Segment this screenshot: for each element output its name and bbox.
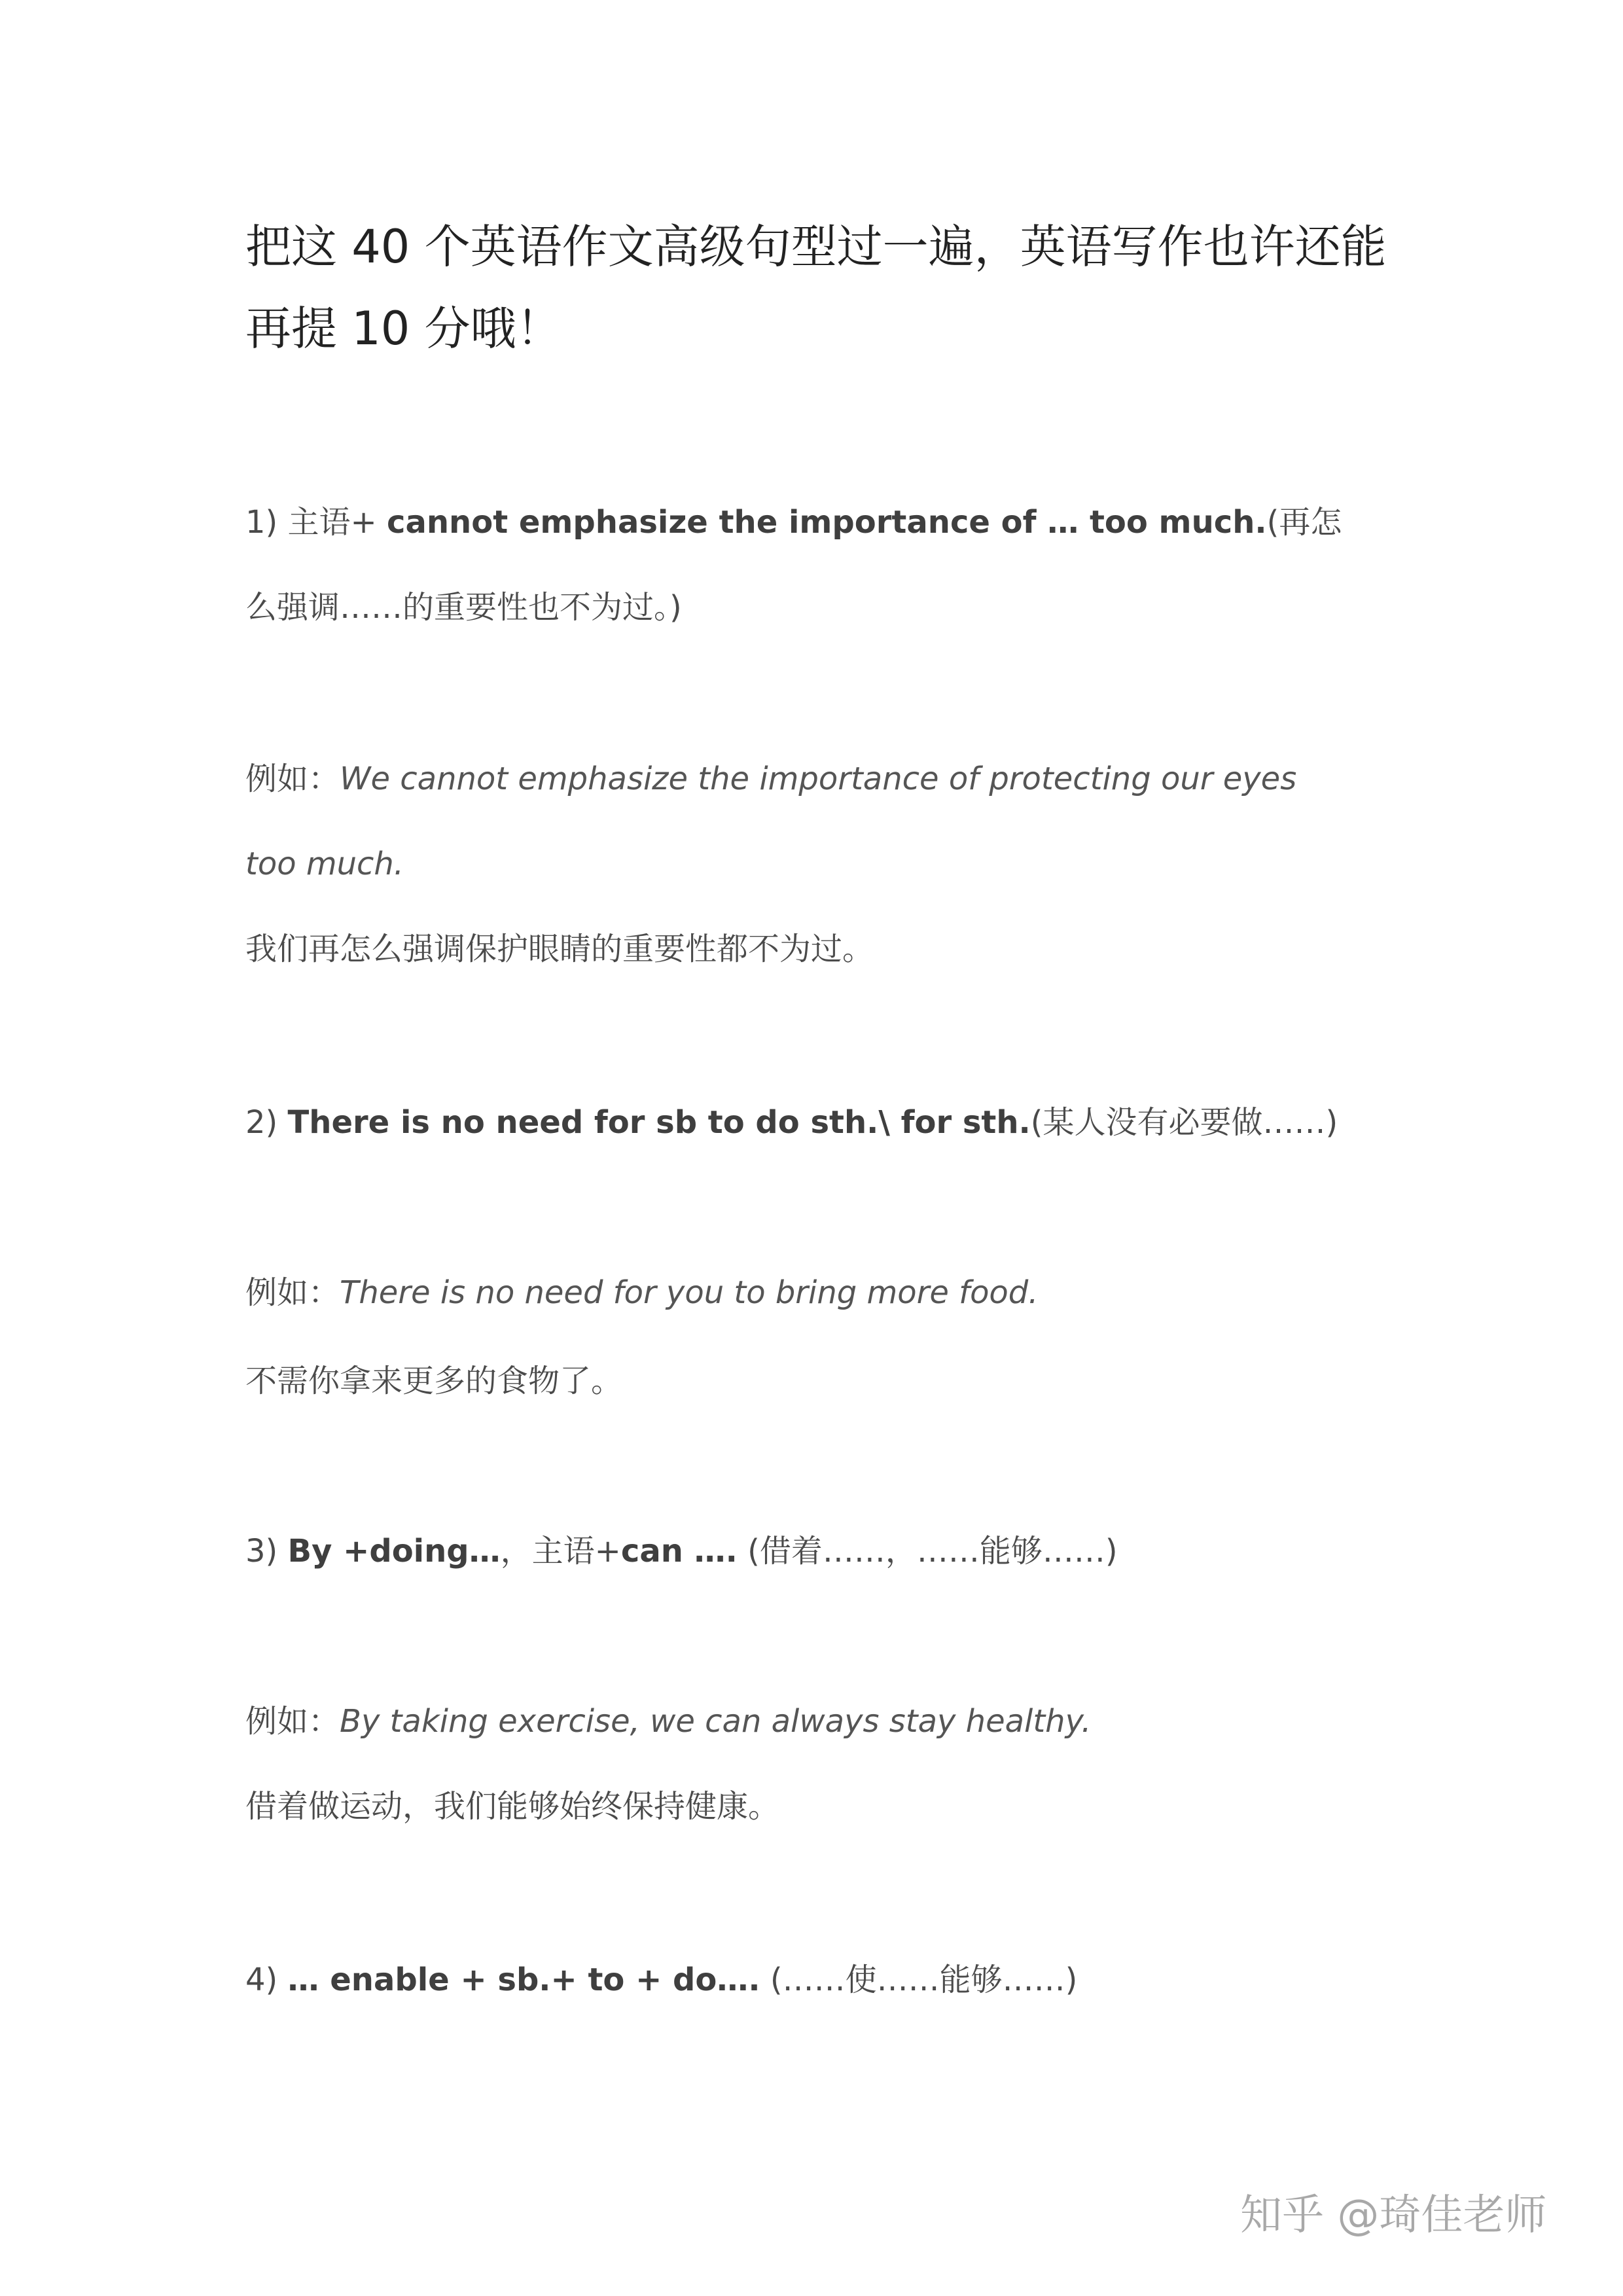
example-sentence: By taking exercise, we can always stay healthy.: [340, 1703, 1092, 1740]
pattern-prefix: 主语+: [287, 504, 377, 541]
example-label: 例如：: [245, 1703, 340, 1740]
example-line-2: [245, 1266, 1039, 1319]
pattern-text: By +doing…: [287, 1533, 501, 1570]
example-line-1: [245, 753, 1296, 805]
pattern-text: There is no need for sb to do sth.\ for sth.: [287, 1104, 1031, 1141]
pattern-line-4: [245, 1954, 1077, 2006]
pattern-meaning: (借着……，……能够……): [747, 1533, 1118, 1570]
pattern-text-b: can ….: [620, 1533, 738, 1570]
example-sentence-continued: too much.: [245, 846, 404, 882]
example-translation: 我们再怎么强调保护眼睛的重要性都不为过。: [245, 931, 874, 967]
example-label: 例如：: [245, 1274, 340, 1311]
example-line-3: [245, 1695, 1092, 1748]
pattern-meaning: (……使……能够……): [770, 1962, 1078, 1998]
pattern-line-2: [245, 1096, 1338, 1149]
pattern-meaning-continued: 么强调……的重要性也不为过。): [245, 589, 682, 626]
pattern-separator: ，主语+: [500, 1533, 621, 1570]
example-sentence: There is no need for you to bring more food.: [340, 1274, 1039, 1311]
pattern-text: cannot emphasize the importance of … too much.: [387, 504, 1267, 541]
example-label: 例如：: [245, 761, 340, 797]
pattern-meaning: (再怎: [1266, 504, 1342, 541]
example-sentence: We cannot emphasize the importance of protecting our eyes: [340, 761, 1297, 797]
pattern-text: … enable + sb.+ to + do….: [287, 1962, 760, 1998]
pattern-number: 4): [245, 1962, 278, 1998]
example-translation: 借着做运动，我们能够始终保持健康。: [245, 1788, 780, 1825]
pattern-number: 2): [245, 1104, 278, 1141]
pattern-line-3: [245, 1525, 1118, 1577]
pattern-number: 3): [245, 1533, 278, 1570]
page-title: 把这 40 个英语作文高级句型过一遍，英语写作也许还能再提 10 分哦！: [245, 220, 1387, 355]
watermark: 知乎 @琦佳老师: [1240, 2191, 1547, 2240]
pattern-meaning: (某人没有必要做……): [1030, 1104, 1338, 1141]
pattern-line-1: [245, 496, 1342, 548]
example-translation: 不需你拿来更多的食物了。: [245, 1363, 623, 1399]
pattern-number: 1): [245, 504, 278, 541]
